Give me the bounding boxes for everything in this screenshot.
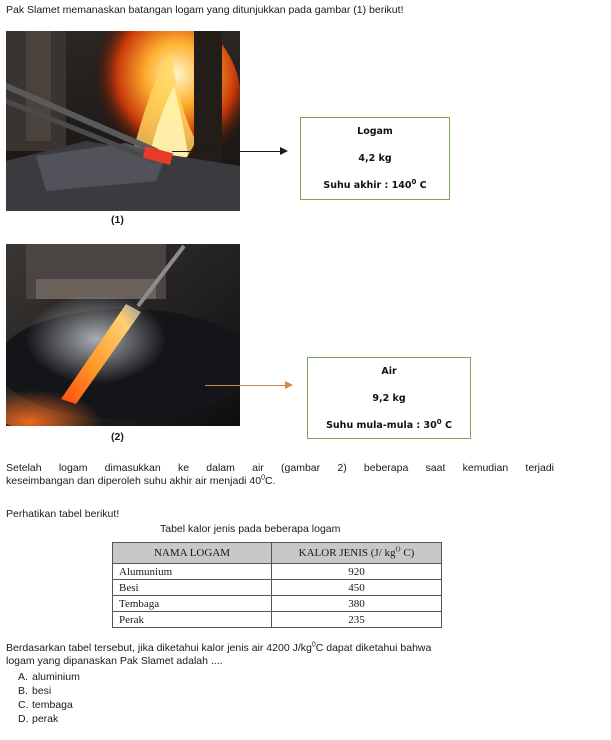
paragraph-equilibrium-line1: Setelah logam dimasukkan ke dalam air (gambar 2) beberapa saat kemudian terjadi xyxy=(6,462,554,474)
metal-name-cell: Alumunium xyxy=(113,564,272,580)
intro-text: Pak Slamet memanaskan batangan logam yang ditunjukkan pada gambar (1) berikut! xyxy=(6,4,404,16)
specific-heat-cell: 450 xyxy=(272,580,442,596)
instruction-text: Perhatikan tabel berikut! xyxy=(6,508,120,520)
question-line2: logam yang dipanaskan Pak Slamet adalah .... xyxy=(6,655,223,667)
table-title: Tabel kalor jenis pada beberapa logam xyxy=(160,523,341,535)
header-metal-name: NAMA LOGAM xyxy=(113,543,272,564)
metal-mass: 4,2 kg xyxy=(358,153,392,164)
question-line1: Berdasarkan tabel tersebut, jika diketahui kalor jenis air 4200 $J/kg^0C$ dapat diketahui bahwa xyxy=(6,641,432,654)
paragraph-equilibrium-line2: keseimbangan dan diperoleh suhu akhir air menjadi $40^0C$. xyxy=(6,474,276,487)
option-c[interactable]: C. tembaga xyxy=(18,699,73,711)
specific-heat-cell: 920 xyxy=(272,564,442,580)
table-row xyxy=(113,580,442,596)
specific-heat-cell: 380 xyxy=(272,596,442,612)
specific-heat-cell: 235 xyxy=(272,612,442,628)
arrow-head-2-icon xyxy=(285,381,293,389)
arrow-line-2 xyxy=(205,385,285,386)
quenching-photo xyxy=(6,244,240,426)
metal-box-title: Logam xyxy=(357,126,393,137)
forge-heating-photo xyxy=(6,31,240,211)
metal-name-cell: Perak xyxy=(113,612,272,628)
water-initial-temp: Suhu mula-mula : $30^0$ C xyxy=(326,417,452,431)
metal-name-cell: Tembaga xyxy=(113,596,272,612)
figure1-caption: (1) xyxy=(111,214,124,226)
water-box-title: Air xyxy=(381,366,397,377)
table-row xyxy=(113,564,442,580)
header-specific-heat: KALOR JENIS (J/ $kg^O$ C) xyxy=(272,543,442,564)
metal-name-cell: Besi xyxy=(113,580,272,596)
metal-final-temp: Suhu akhir : $140^0$ C xyxy=(323,177,427,191)
table-header-row xyxy=(113,543,442,564)
water-info-box xyxy=(307,357,471,439)
option-b[interactable]: B. besi xyxy=(18,685,52,697)
arrow-head-1-icon xyxy=(280,147,288,155)
table-row xyxy=(113,596,442,612)
specific-heat-table xyxy=(112,542,442,628)
table-row xyxy=(113,612,442,628)
metal-info-box xyxy=(300,117,450,200)
water-mass: 9,2 kg xyxy=(372,393,406,404)
option-d[interactable]: D. perak xyxy=(18,713,59,725)
figure2-caption: (2) xyxy=(111,431,124,443)
option-a[interactable]: A. aluminium xyxy=(18,671,80,683)
arrow-line-1 xyxy=(172,151,280,152)
